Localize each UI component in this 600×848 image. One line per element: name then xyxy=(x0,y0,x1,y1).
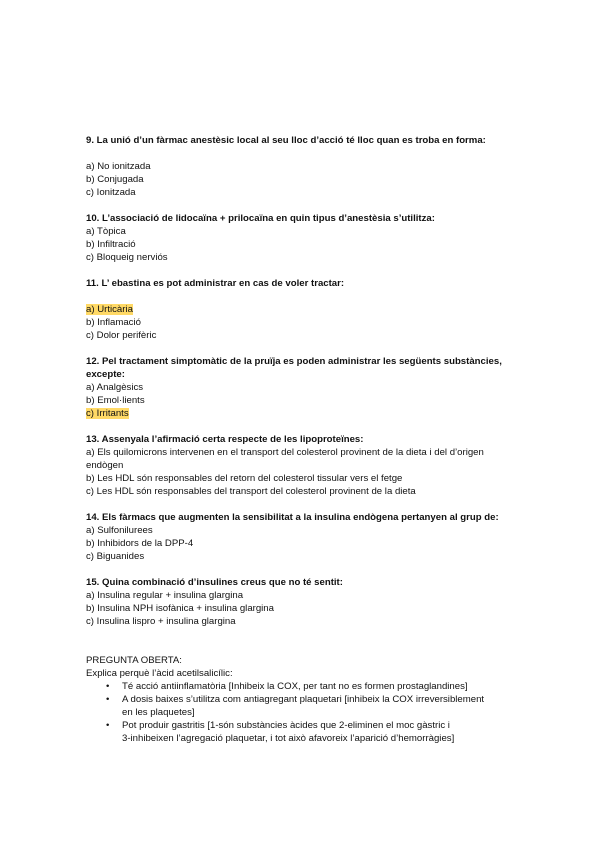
option-b: b) Inflamació xyxy=(86,317,141,328)
exam-content xyxy=(86,134,516,745)
option-a xyxy=(86,303,516,316)
list-item-text-continued: 3-inhibeixen l’agregació plaquetar, i tot això afavoreix l’aparició d’hemorràgies] xyxy=(122,733,455,744)
option-b: b) Inhibidors de la DPP-4 xyxy=(86,538,194,549)
list-item-text: Té acció antiinflamatòria [Inhibeix la COX, per tant no es formen prostaglandines] xyxy=(122,681,468,692)
bullet-icon: • xyxy=(106,694,110,705)
list-item xyxy=(86,693,516,719)
question-title: 11. L’ ebastina es pot administrar en cas de voler tractar: xyxy=(86,278,345,289)
question-title: 9. La unió d’un fàrmac anestèsic local al seu lloc d’acció té lloc quan es troba en forma: xyxy=(86,135,486,146)
option-c: c) Ionitzada xyxy=(86,187,136,198)
option-a: a) Tòpica xyxy=(86,226,126,237)
question-title: 12. Pel tractament simptomàtic de la pruïja es poden administrar les següents substàncies, excepte: xyxy=(86,356,502,380)
open-question-prompt: Explica perquè l’àcid acetilsalicílic: xyxy=(86,668,233,679)
option-c xyxy=(86,407,516,420)
question-title: 10. L’associació de lidocaïna + prilocaïna en quin tipus d’anestèsia s’utilitza: xyxy=(86,213,435,224)
question-9 xyxy=(86,134,516,199)
question-14 xyxy=(86,511,516,563)
question-13 xyxy=(86,433,516,498)
option-a: a) Els quilomicrons intervenen en el transport del colesterol provinent de la dieta i del d’origen endògen xyxy=(86,447,484,471)
option-c: c) Les HDL són responsables del transport del colesterol provinent de la dieta xyxy=(86,486,416,497)
option-b: b) Conjugada xyxy=(86,174,144,185)
question-11 xyxy=(86,277,516,342)
option-b: b) Les HDL són responsables del retorn del colesterol tissular vers el fetge xyxy=(86,473,403,484)
bullet-icon: • xyxy=(106,720,110,731)
option-a: a) No ionitzada xyxy=(86,161,151,172)
bullet-icon: • xyxy=(106,681,110,692)
highlighted-answer: a) Urticària xyxy=(86,304,133,315)
option-a: a) Sulfonilurees xyxy=(86,525,153,536)
option-b: b) Emol·lients xyxy=(86,395,145,406)
option-a: a) Insulina regular + insulina glargina xyxy=(86,590,244,601)
answer-list xyxy=(86,680,516,745)
question-title: 13. Assenyala l’afirmació certa respecte de les lipoproteïnes: xyxy=(86,434,364,445)
question-15 xyxy=(86,576,516,628)
option-c: c) Biguanides xyxy=(86,551,145,562)
option-b: b) Insulina NPH isofànica + insulina glargina xyxy=(86,603,274,614)
option-a: a) Analgèsics xyxy=(86,382,144,393)
option-c: c) Bloqueig nerviós xyxy=(86,252,168,263)
question-title: 14. Els fàrmacs que augmenten la sensibilitat a la insulina endògena pertanyen al grup de: xyxy=(86,512,499,523)
list-item-text: A dosis baixes s’utilitza com antiagregant plaquetari [inhibeix la COX irreversiblement xyxy=(122,694,485,705)
question-10 xyxy=(86,212,516,264)
option-c: c) Insulina lispro + insulina glargina xyxy=(86,616,236,627)
option-b: b) Infiltració xyxy=(86,239,136,250)
option-c: c) Dolor perifèric xyxy=(86,330,157,341)
open-question-label: PREGUNTA OBERTA: xyxy=(86,655,182,666)
list-item xyxy=(86,719,516,745)
list-item-text-continued: en les plaquetes] xyxy=(122,707,195,718)
open-question xyxy=(86,654,516,745)
list-item xyxy=(86,680,516,693)
list-item-text: Pot produir gastritis [1-són substàncies àcides que 2-eliminen el moc gàstric i xyxy=(122,720,450,731)
question-title: 15. Quina combinació d’insulines creus que no té sentit: xyxy=(86,577,343,588)
question-12 xyxy=(86,355,516,420)
highlighted-answer: c) Irritants xyxy=(86,408,129,419)
